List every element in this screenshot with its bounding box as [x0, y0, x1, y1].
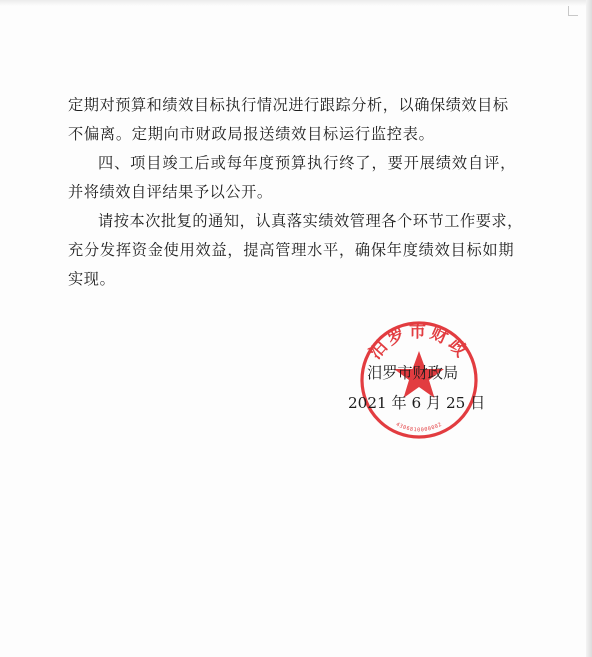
viewer-top-edge: [0, 0, 592, 6]
svg-text:4306810000002: [395, 422, 443, 434]
seal-serial-number: 4306810000002: [394, 421, 444, 434]
paragraph-2-line-2: 并将绩效自评结果予以公开。: [68, 183, 273, 201]
paragraph-1-line-1: 定期对预算和绩效目标执行情况进行跟踪分析，以确保绩效目标: [68, 96, 509, 114]
seal-arc-text: 汨罗市财政: [365, 321, 473, 364]
viewer-right-edge: [586, 0, 592, 657]
paragraph-3-line-3: 实现。: [68, 270, 116, 288]
paragraph-3-line-2: 充分发挥资金使用效益，提高管理水平，确保年度绩效目标如期: [68, 241, 515, 259]
paragraph-3-line-1: 请按本次批复的通知，认真落实绩效管理各个环节工作要求，: [98, 212, 523, 230]
issuing-organization: 汨罗市财政局: [367, 364, 459, 382]
document-body: [68, 91, 523, 294]
page-corner-mark: [568, 6, 578, 16]
paragraph-1-line-2: 不偏离。定期向市财政局报送绩效目标运行监控表。: [68, 125, 435, 143]
paragraph-2-line-1: 四、项目竣工后或每年度预算执行终了，要开展绩效自评，: [98, 154, 517, 172]
issue-date: 2021 年 6 月 25 日: [348, 394, 486, 412]
